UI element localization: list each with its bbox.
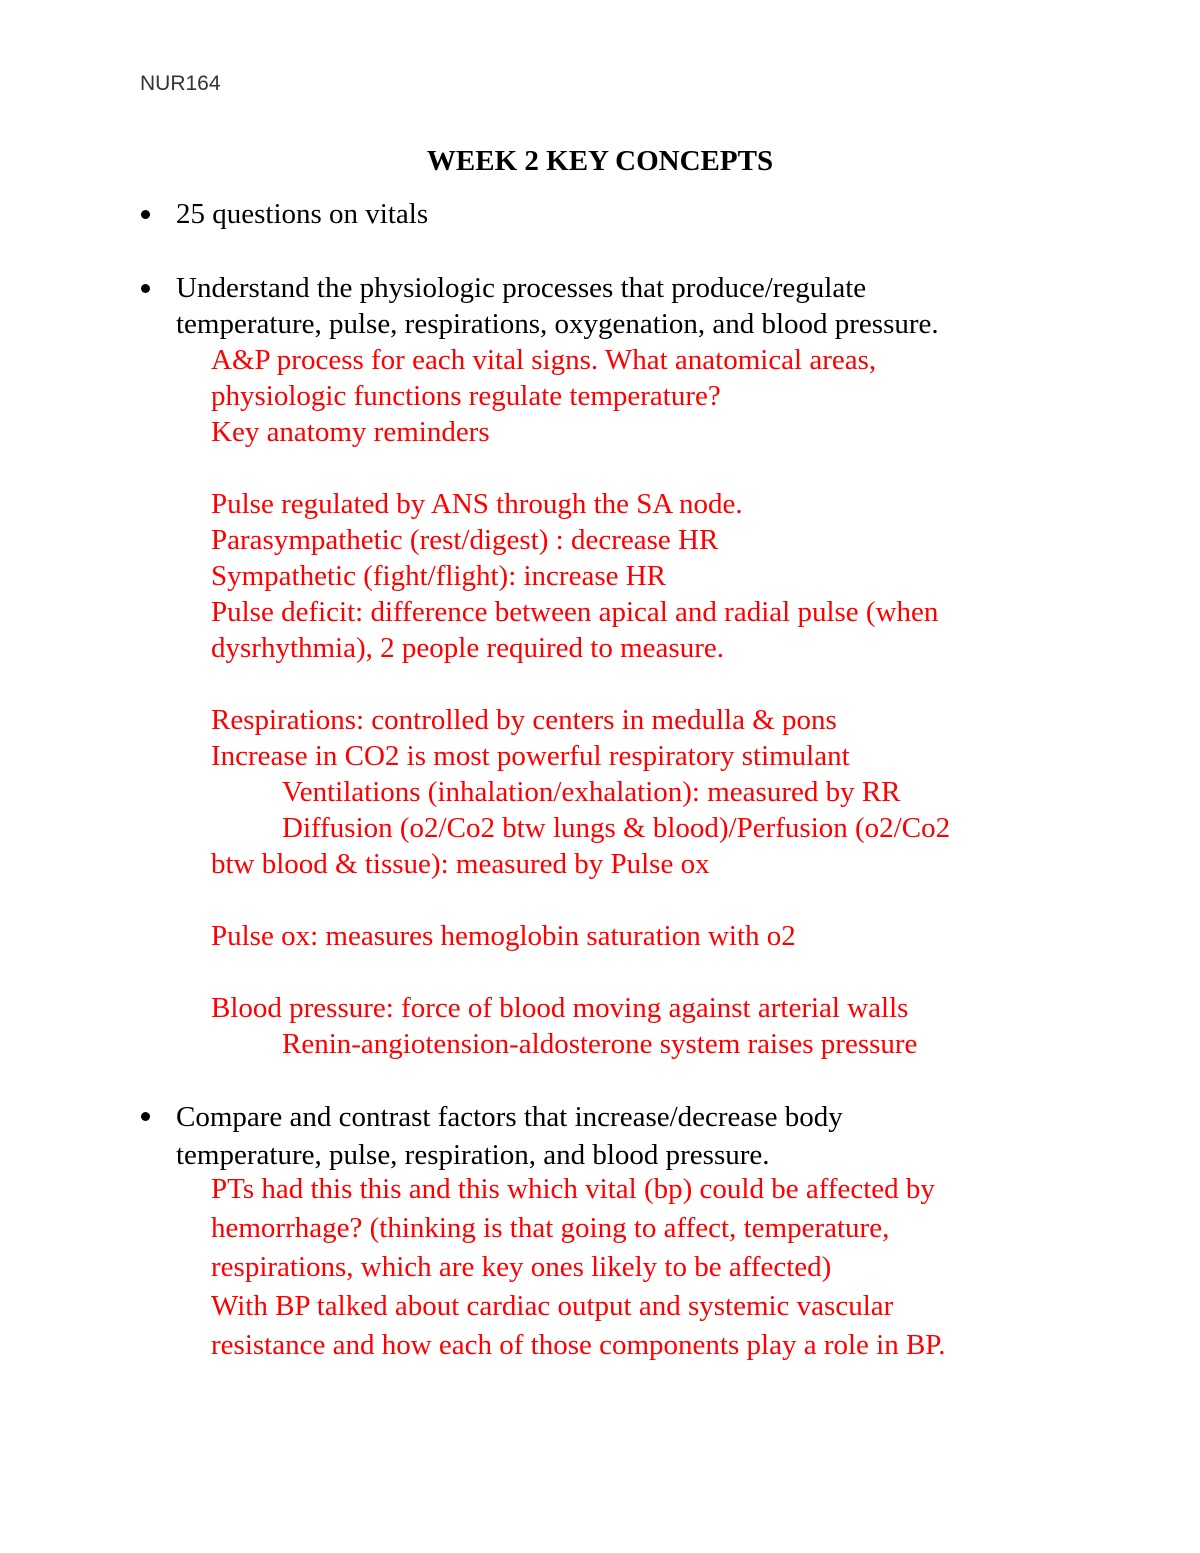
- note-line: Blood pressure: force of blood moving against arterial walls: [211, 992, 909, 1024]
- note-line: respirations, which are key ones likely to be affected): [211, 1251, 832, 1283]
- note-line: With BP talked about cardiac output and systemic vascular: [211, 1290, 894, 1322]
- bullet-3-notes: [211, 1170, 945, 1365]
- note-line: A&P process for each vital signs. What anatomical areas,: [211, 344, 877, 376]
- bullet-3-line-2: temperature, pulse, respiration, and blood pressure.: [176, 1139, 770, 1171]
- note-line: Parasympathetic (rest/digest) : decrease HR: [211, 524, 719, 556]
- bullet-2-notes: [211, 342, 950, 1062]
- note-line: Key anatomy reminders: [211, 416, 490, 448]
- note-line: Respirations: controlled by centers in medulla & pons: [211, 704, 837, 736]
- bullet-1-line-1: 25 questions on vitals: [176, 198, 429, 230]
- note-spacer: [211, 954, 950, 990]
- note-line: btw blood & tissue): measured by Pulse ox: [211, 848, 710, 880]
- note-line-indented: Ventilations (inhalation/exhalation): measured by RR: [282, 776, 901, 808]
- note-line: dysrhythmia), 2 people required to measure.: [211, 632, 724, 664]
- bullet-dot-1: [141, 210, 150, 219]
- note-spacer: [211, 882, 950, 918]
- bullet-3: [176, 1098, 843, 1174]
- note-line: hemorrhage? (thinking is that going to affect, temperature,: [211, 1212, 890, 1244]
- note-line: PTs had this this and this which vital (bp) could be affected by: [211, 1173, 935, 1205]
- note-line: physiologic functions regulate temperature?: [211, 380, 721, 412]
- note-line: Pulse deficit: difference between apical and radial pulse (when: [211, 596, 939, 628]
- course-code-header: NUR164: [140, 72, 221, 95]
- note-line: Increase in CO2 is most powerful respiratory stimulant: [211, 740, 850, 772]
- page-title: WEEK 2 KEY CONCEPTS: [426, 145, 774, 177]
- note-line: Pulse regulated by ANS through the SA node.: [211, 488, 743, 520]
- note-line: resistance and how each of those components play a role in BP.: [211, 1329, 946, 1361]
- note-line: Sympathetic (fight/flight): increase HR: [211, 560, 667, 592]
- bullet-2-line-1: Understand the physiologic processes that produce/regulate: [176, 272, 867, 304]
- bullet-dot-3: [141, 1112, 150, 1121]
- bullet-3-line-1: Compare and contrast factors that increase/decrease body: [176, 1101, 843, 1133]
- note-spacer: [211, 450, 950, 486]
- bullet-1: [176, 196, 428, 232]
- bullet-2-line-2: temperature, pulse, respirations, oxygenation, and blood pressure.: [176, 308, 939, 340]
- note-line-indented: Renin-angiotension-aldosterone system raises pressure: [282, 1028, 918, 1060]
- bullet-2: [176, 270, 939, 342]
- note-line-indented: Diffusion (o2/Co2 btw lungs & blood)/Perfusion (o2/Co2: [282, 812, 951, 844]
- note-spacer: [211, 666, 950, 702]
- bullet-dot-2: [141, 284, 150, 293]
- note-line: Pulse ox: measures hemoglobin saturation with o2: [211, 920, 796, 952]
